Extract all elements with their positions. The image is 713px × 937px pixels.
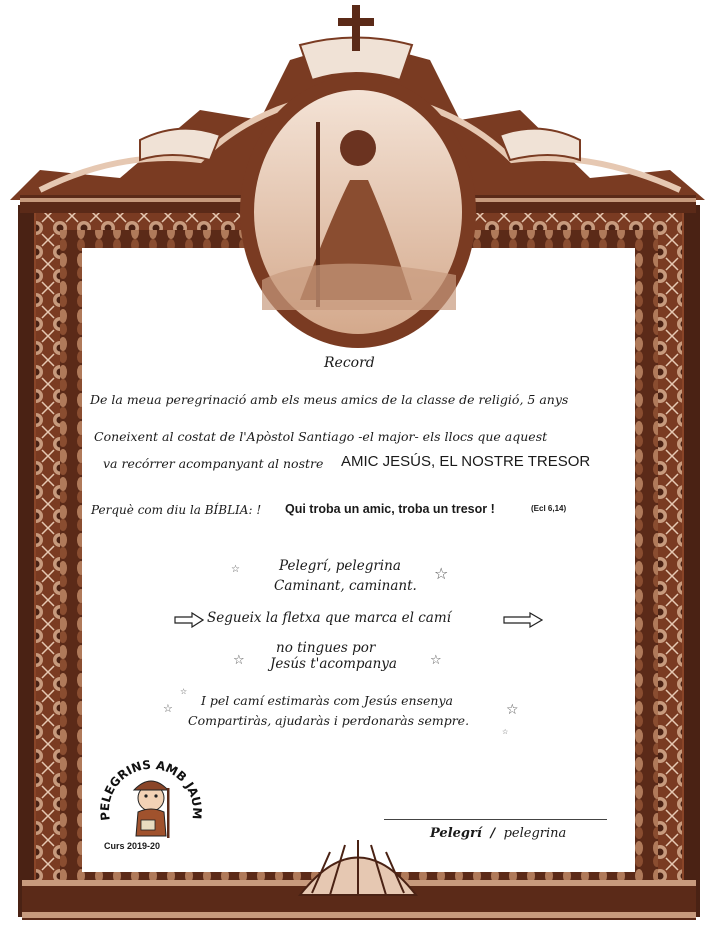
paragraph-line-2: Coneixent al costat de l'Apòstol Santiago -el major- els llocs que aquest: [94, 429, 548, 444]
signature-line: [384, 819, 607, 820]
star-icon: ☆: [502, 728, 509, 736]
quote-intro: Perquè com diu la BÍBLIA: !: [91, 503, 262, 517]
bible-quote: Qui troba un amic, troba un tresor !: [285, 502, 495, 516]
star-icon: ☆: [506, 702, 519, 718]
arrow-left-icon: [174, 612, 204, 628]
signature-label-left: Pelegrí: [430, 826, 482, 841]
poem-line-2: Caminant, caminant.: [274, 578, 417, 594]
star-icon: ☆: [163, 702, 173, 715]
arrow-right-icon: [503, 612, 543, 628]
poem-line-1: Pelegrí, pelegrina: [279, 558, 401, 574]
poem-line-7: Compartiràs, ajudaràs i perdonaràs sempre.: [188, 713, 470, 728]
document-heading: Record: [324, 355, 375, 371]
paragraph-line-3: va recórrer acompanyant al nostre: [103, 456, 324, 471]
star-icon: ☆: [430, 653, 442, 668]
highlight-text: AMIC JESÚS, EL NOSTRE TRESOR: [341, 453, 591, 470]
star-icon: ☆: [434, 564, 449, 583]
signature-separator: /: [490, 826, 496, 841]
logo-title: PELEGRINS AMB JAUM: [97, 757, 205, 822]
logo-course: Curs 2019-20: [104, 841, 161, 851]
star-icon: ☆: [180, 687, 188, 696]
star-icon: ☆: [233, 653, 245, 668]
signature-label-right: pelegrina: [503, 826, 567, 841]
poem-line-6: I pel camí estimaràs com Jesús ensenya: [201, 693, 453, 708]
poem-line-3: Segueix la fletxa que marca el camí: [207, 610, 451, 626]
poem-line-5: Jesús t'acompanya: [270, 656, 397, 672]
bible-citation: (Ecl 6,14): [531, 504, 567, 513]
star-icon: ☆: [231, 564, 240, 575]
poem-line-4: no tingues por: [276, 640, 376, 656]
pilgrims-logo: [96, 740, 206, 860]
signature-label: [430, 826, 566, 841]
paragraph-line-1: De la meua peregrinació amb els meus amics de la classe de religió, 5 anys: [90, 392, 569, 407]
